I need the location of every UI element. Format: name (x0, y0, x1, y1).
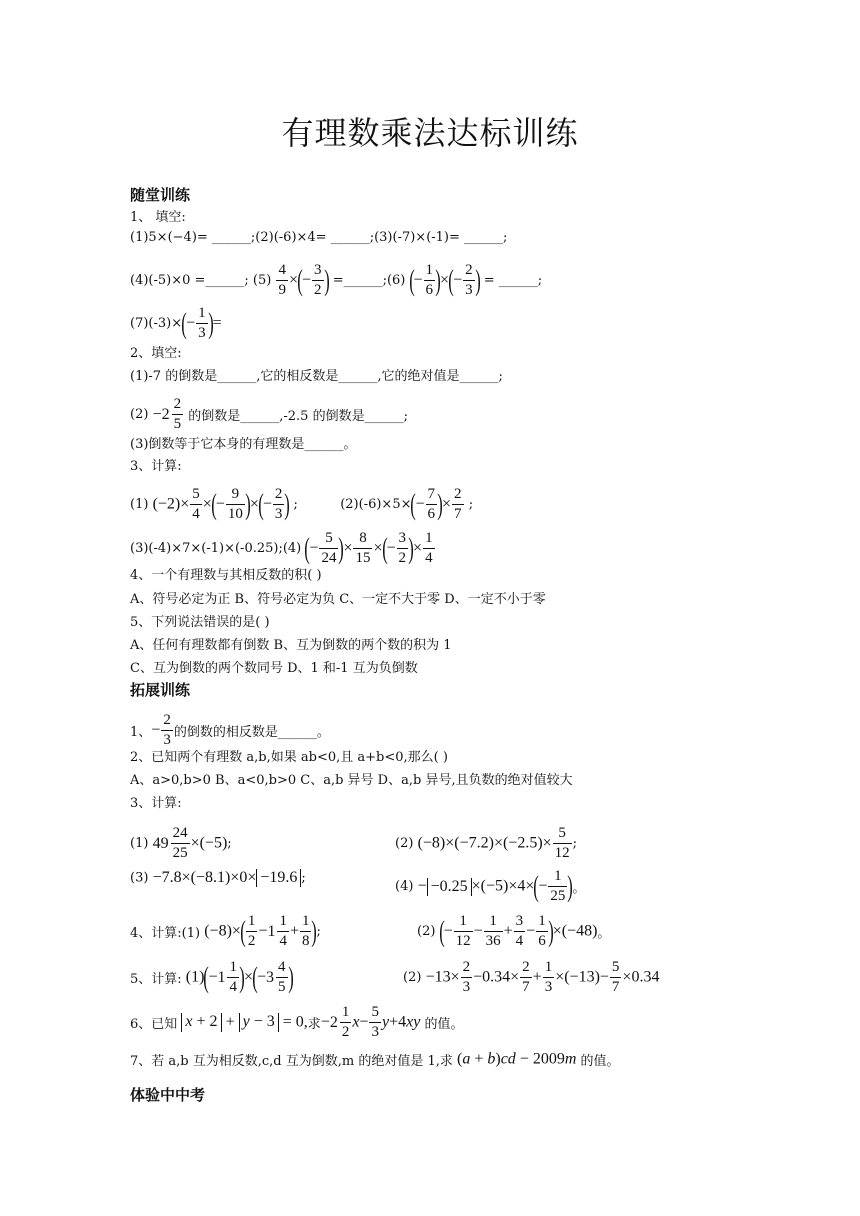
page-title: 有理数乘法达标训练 (281, 114, 579, 152)
fraction: $\frac{4}{9}$ (278, 262, 286, 298)
